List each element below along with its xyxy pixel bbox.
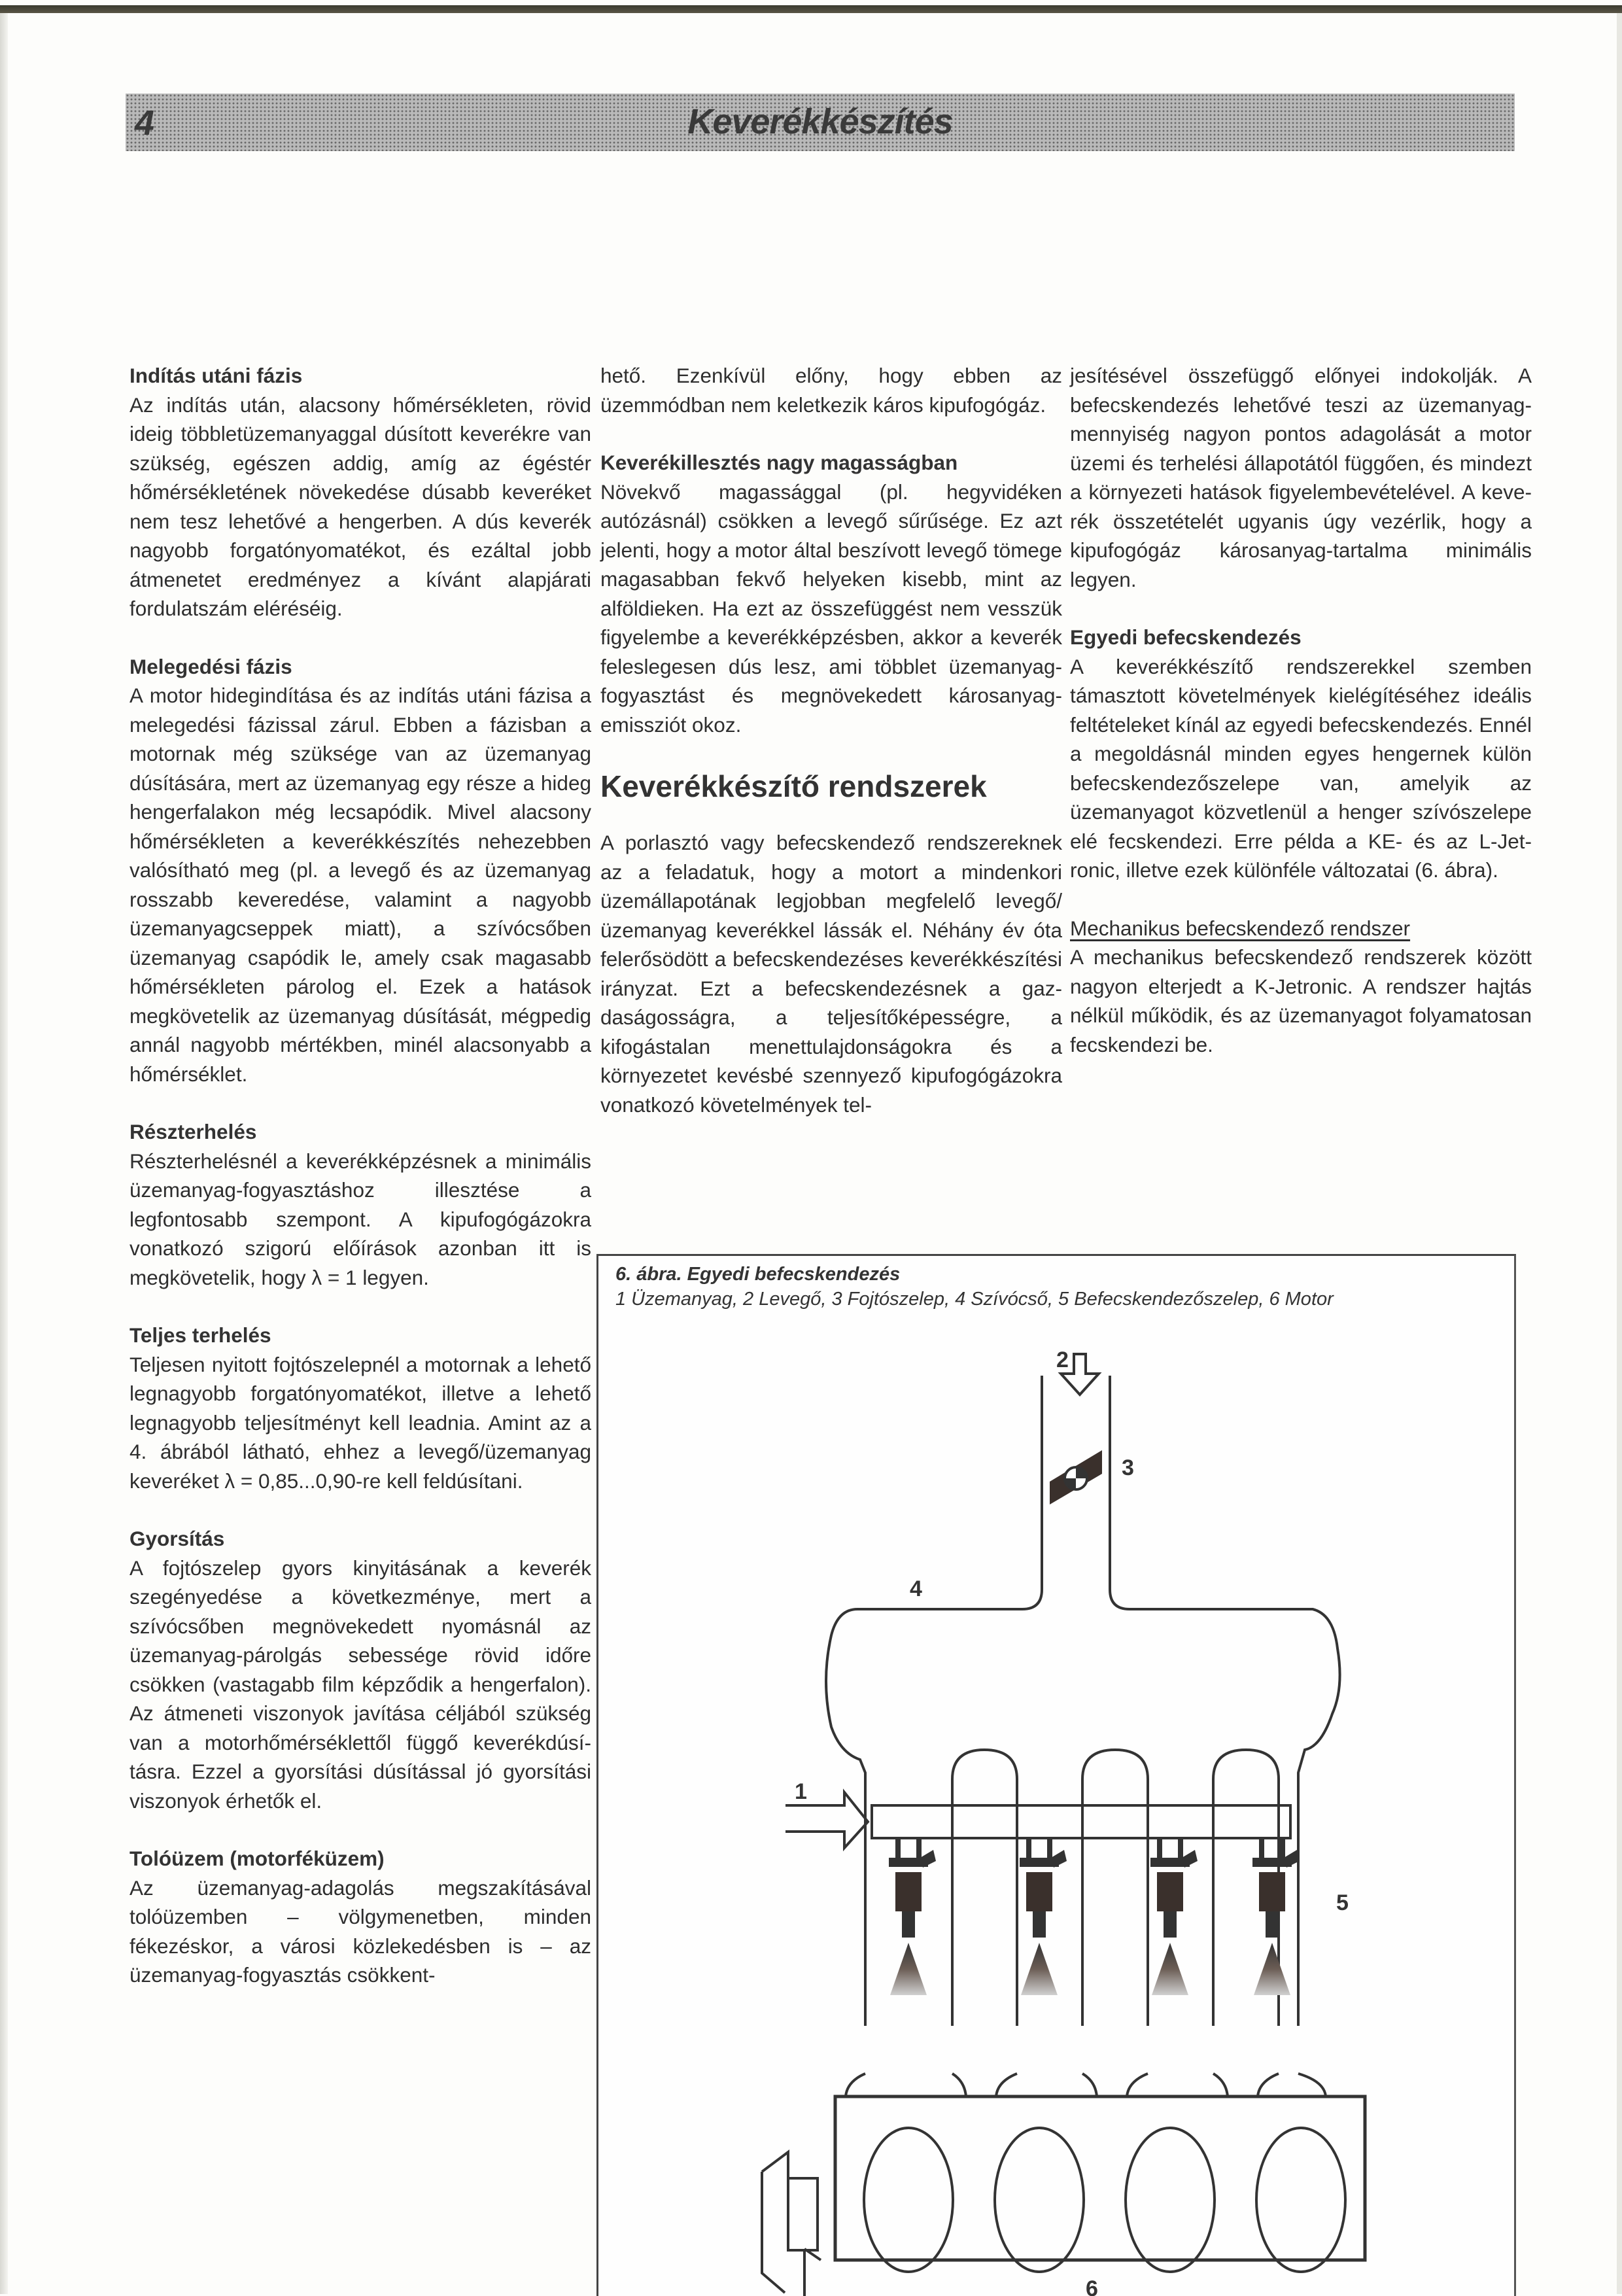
section-heading: Egyedi befecskendezés <box>1070 625 1302 649</box>
section-keverekillesztes <box>600 448 1062 739</box>
label-engine: 6 <box>1086 2276 1098 2296</box>
section-body: Az üzemanyag-adagolás megszakításával tolóüzemben – völgymenetben, minden fékezéskor, a városi közlekedésben is – az üzemanyag-fogyasztás csökkent- <box>129 1875 591 1987</box>
continued-paragraph <box>1070 361 1532 594</box>
section-body: A motor hidegindítása és az indítás utáni fázisa a melegedési fázissal zárul. Ebben a fázisban a motornak még szüksége van az üzemanyag dúsítására, mert az üzemanyag egy része a hideg hengerfalakon még lecsapódik. Mivel alacsony hőmérsékleten a keverékkészítés nehezebben valósítható meg (pl. a levegő és az üzemanyag rosszabb keveredése, valamint a nagyobb üzemanyagcseppek miatt), a szívócsőben üzemanyag csapódik le, amely csak magasabb hőmérsékleten párolog el. Ezek a hatások megkövetelik az üzemanyag dúsítását, mégpedig annál nagyobb mértékben, minél alacsonyabb a hőmérséklet. <box>129 684 591 1086</box>
section-heading: Teljes terhelés <box>129 1323 271 1347</box>
figure-title: 6. ábra. Egyedi befecskendezés <box>615 1264 901 1285</box>
section-heading: Indítás utáni fázis <box>129 364 303 387</box>
chapter-heading: Keverékkészítő rendszerek <box>600 769 987 803</box>
injectors <box>889 1838 1300 1995</box>
underlined-subheading: Mechanikus befecskendező rendszer <box>1070 916 1411 940</box>
label-intake-manifold: 4 <box>910 1576 922 1601</box>
section-heading: Keverékillesztés nagy magasságban <box>600 451 958 474</box>
text-column-2 <box>600 361 1062 1148</box>
label-injector: 5 <box>1336 1890 1349 1915</box>
figure-legend: 1 Üzemanyag, 2 Levegő, 3 Fojtószelep, 4 Szívócső, 5 Befecskendezőszelep, 6 Motor <box>615 1289 1334 1310</box>
flywheel <box>762 2152 821 2296</box>
section-gyorsitas <box>129 1524 591 1815</box>
section-melegedesi-fazis <box>129 652 591 1089</box>
section-heading: Melegedési fázis <box>129 654 292 678</box>
crank-hub <box>788 2178 818 2250</box>
section-body: Részterhelésnél a keverékképzésnek a minimális üzemanyag-fogyasztáshoz illesztése a legfontosabb szempont. A kipufogógázokra vonatkozó szigorú előírások azonban itt is megkövetelik, hogy λ = 1 legyen. <box>129 1149 591 1289</box>
section-teljes-terheles <box>129 1321 591 1495</box>
section-body: hető. Ezenkívül előny, hogy ebben az üzemmódban nem keletkezik káros kipufogógáz. <box>600 364 1062 417</box>
label-throttle: 3 <box>1122 1455 1134 1480</box>
section-body: A mechanikus befecskendező rendszerek között nagyon elterjedt a K-Jetronic. A rendszer hajtás nélkül működik, és az üzemanyagot folyamatosan fecskendezi be. <box>1070 945 1532 1056</box>
section-keverekkeszito-rendszerek <box>600 828 1062 1119</box>
page-number: 4 <box>135 103 155 143</box>
section-reszterheles <box>129 1117 591 1292</box>
scan-edge-left <box>0 13 8 2294</box>
text-column-1 <box>129 361 591 2019</box>
cylinder-ellipses <box>864 2128 1345 2272</box>
engine-block <box>835 2096 1365 2260</box>
section-body: Az indítás után, alacsony hőmérsékleten, rövid ideig többletüzemanyaggal dúsított keverékre van szükség, egészen addig, amíg az égéstér hőmérsékletének növekedése dúsabb keveréket nem tesz lehetővé a hengerben. A dús keverék nagyobb forgatónyomatékot, és ezáltal jobb átmenetet eredményez a kívánt alapjárati fordulatszám eléréséig. <box>129 392 591 620</box>
section-heading: Gyorsítás <box>129 1527 225 1550</box>
section-body: A keverékkészítő rendszerekkel szemben támasztott követelmények kielégítéséhez ideális feltételeket kínál az egyedi befecskendezés. Ennél a megoldásnál minden egyes hengernek külön befecskendezőszelepe van, amelyik az üzemanyagot közvetlenül a henger szívószelepe elé fecskendezi. Erre példa a KE- és az L-Jetronic, illetve ezek különféle változatai (6. ábra). <box>1070 654 1532 882</box>
section-mechanikus-befecskendezo <box>1070 914 1532 1060</box>
continued-paragraph <box>600 361 1062 419</box>
section-egyedi-befecskendezes <box>1070 623 1532 885</box>
throttle-plate <box>1050 1450 1102 1505</box>
section-heading: Tolóüzem (motorféküzem) <box>129 1847 385 1870</box>
section-toloizem <box>129 1844 591 1990</box>
runner-top-1 <box>952 1750 1017 2026</box>
label-fuel: 1 <box>795 1779 807 1804</box>
running-header <box>126 94 1515 151</box>
scan-edge-top <box>0 5 1622 13</box>
section-inditas-utani-fazis <box>129 361 591 623</box>
section-body: Teljesen nyitott fojtószelepnél a motornak a lehető legnagyobb forgatónyomatékot, illetve a lehető legnagyobb teljesítményt kell leadnia. Amint az a 4. ábrából látható, ehhez a levegő/üzemanyag keveréket λ = 0,85...0,90-re kell feldúsítani. <box>129 1352 591 1493</box>
scan-edge-right <box>1617 13 1622 2294</box>
runner-top-2 <box>1082 1750 1148 2026</box>
label-air: 2 <box>1056 1348 1069 1372</box>
running-title: Keverékkészítés <box>687 102 953 141</box>
intake-manifold-outline-right <box>1110 1376 1340 2026</box>
section-body: A porlasztó vagy befecskendező rendszereknek az a feladatuk, hogy a motort a mindenkori üzemállapotának legjobban megfelelő levegő/üzemanyag keverékkel lássák el. Néhány év óta felerősödött a befecskendezéses keverékkészítési irányzat. Ezt a befecskendezésnek a gazdaságosságra, a teljesítőképességre, a kifogástalan menettulajdonságokra és a környezetet kevésbé szennyező kipufogógázokra vonatkozó követelmények tel- <box>600 831 1062 1117</box>
injection-diagram <box>598 1256 1514 2296</box>
intake-manifold-outline <box>826 1376 1042 2026</box>
figure-6 <box>596 1254 1516 2296</box>
section-body: Növekvő magassággal (pl. hegyvidéken autózásnál) csökken a levegő sűrűsége. Ez azt jelenti, hogy a motor által beszívott levegő tömege magasabban fekvő helyeken kisebb, mint az alföldieken. Ha ezt az összefüggést nem vesszük figyelembe a keverékképzésben, akkor a keverék feleslegesen dús lesz, ami többlet üzemanyag-fogyasztást és megnövekedett károsanyag-emissziót okoz. <box>600 479 1062 737</box>
section-body: jesítésével összefüggő előnyei indokolják. A befecskendezés lehetővé teszi az üzemanyag-mennyiség nagyon pontos adagolását a motor üzemi és terhelési állapotától függően, és mindezt a környezeti hatások figyelembevételével. A keverék összetételét ugyanis úgy vezérlik, hogy a kipufogógáz károsanyag-tartalma minimális legyen. <box>1070 364 1532 591</box>
section-heading: Részterhelés <box>129 1120 257 1143</box>
section-body: A fojtószelep gyors kinyitásának a keverék szegényedése a következménye, mert a szívócsőben megnövekedett nyomásnál az üzemanyag-párolgás sebessége rövid időre csökken (vastagabb film képződik a hengerfalon). Az átmeneti viszonyok javítása céljából szükség van a motorhőmérséklettől függő keverékdúsításra. Ezzel a gyorsítási dúsítással jó gyorsítási viszonyok érhetők el. <box>129 1556 591 1813</box>
text-column-3 <box>1070 361 1532 1088</box>
